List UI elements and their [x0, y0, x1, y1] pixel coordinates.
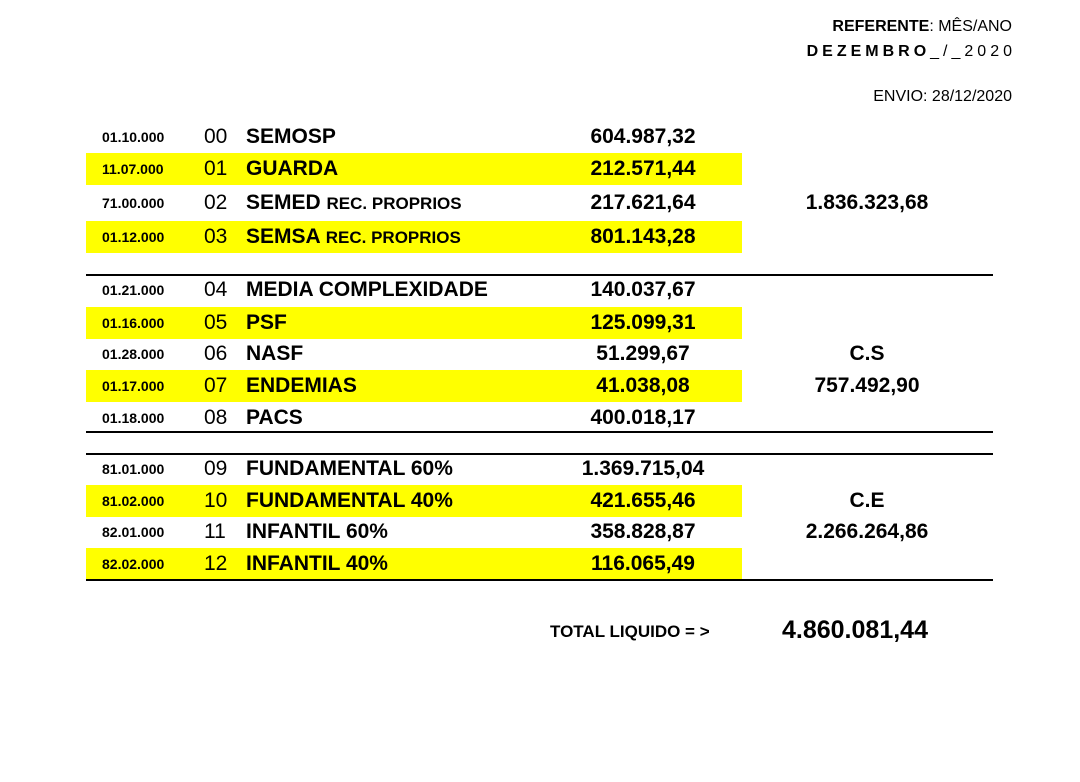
table-row [86, 402, 742, 434]
row-value: 41.038,08 [596, 374, 690, 397]
group-total: 757.492,90 [814, 374, 920, 397]
row-name [246, 402, 303, 434]
divider-line [86, 274, 993, 276]
row-code: 01.12.000 [102, 229, 165, 245]
table-row [86, 338, 742, 370]
row-value: 212.571,44 [590, 157, 696, 180]
row-name-text: ENDEMIAS [246, 374, 357, 397]
row-number: 07 [204, 374, 228, 397]
table-row [86, 187, 742, 219]
row-name-sub: REC. PROPRIOS [326, 194, 462, 213]
row-name-text: NASF [246, 342, 304, 365]
row-name [246, 274, 488, 306]
row-name [246, 153, 338, 185]
divider-line [86, 431, 993, 433]
row-code: 01.28.000 [102, 346, 165, 362]
row-number: 02 [204, 191, 228, 214]
table-row [86, 153, 742, 185]
row-name-text: FUNDAMENTAL 40% [246, 489, 453, 512]
row-code: 82.01.000 [102, 524, 165, 540]
row-number: 00 [204, 125, 228, 148]
row-name-text: GUARDA [246, 157, 339, 180]
row-name [246, 307, 287, 339]
header-envio: ENVIO: 28/12/2020 [873, 88, 1012, 105]
row-name [246, 221, 461, 253]
row-name [246, 548, 388, 580]
row-name [246, 485, 453, 517]
row-value: 421.655,46 [590, 489, 696, 512]
row-number: 12 [204, 552, 228, 575]
row-code: 81.01.000 [102, 461, 165, 477]
table-row [86, 485, 742, 517]
row-number: 10 [204, 489, 228, 512]
referente-label: REFERENTE [832, 18, 930, 35]
row-code: 01.18.000 [102, 410, 165, 426]
row-number: 11 [204, 520, 226, 543]
table-row [86, 548, 742, 580]
row-name [246, 121, 336, 153]
row-number: 06 [204, 342, 228, 365]
row-name-sub: REC. PROPRIOS [325, 228, 461, 247]
row-name-text: FUNDAMENTAL 60% [246, 457, 453, 480]
row-code: 01.21.000 [102, 282, 165, 298]
divider-line [86, 453, 993, 455]
group-label: C.E [849, 489, 885, 512]
group-total: 1.836.323,68 [805, 191, 929, 214]
row-value: 604.987,32 [590, 125, 696, 148]
row-number: 09 [204, 457, 228, 480]
group-total: 2.266.264,86 [805, 520, 929, 543]
row-name-text: SEMOSP [246, 125, 336, 148]
row-code: 01.16.000 [102, 315, 165, 331]
row-value: 140.037,67 [590, 278, 696, 301]
row-value: 116.065,49 [591, 552, 695, 575]
row-number: 08 [204, 406, 228, 429]
referente-rest: : MÊS/ANO [929, 18, 1012, 35]
row-number: 01 [204, 157, 228, 180]
table-row [86, 453, 742, 485]
row-name-text: SEMED [246, 191, 321, 214]
row-code: 01.10.000 [102, 129, 165, 145]
divider-line [86, 579, 993, 581]
mes-tail: _/_2020 [930, 43, 1016, 60]
row-number: 05 [204, 311, 228, 334]
row-name [246, 187, 462, 219]
table-row [86, 274, 742, 306]
table-row [86, 370, 742, 402]
row-name [246, 338, 303, 370]
row-code: 81.02.000 [102, 493, 165, 509]
table-row [86, 307, 742, 339]
row-name-text: INFANTIL 60% [246, 520, 388, 543]
row-value: 217.621,64 [590, 191, 696, 214]
total-value: 4.860.081,44 [782, 616, 928, 644]
row-name [246, 516, 388, 548]
total-label: TOTAL LIQUIDO = > [550, 622, 710, 641]
row-code: 71.00.000 [102, 195, 165, 211]
table-row [86, 516, 742, 548]
row-code: 11.07.000 [102, 161, 164, 177]
header-referente [832, 18, 1012, 36]
mes-name: DEZEMBRO [806, 43, 931, 60]
row-value: 1.369.715,04 [581, 457, 705, 480]
row-name [246, 370, 357, 402]
table-row [86, 121, 742, 153]
row-value: 125.099,31 [590, 311, 696, 334]
row-name-text: MEDIA COMPLEXIDADE [246, 278, 488, 301]
row-code: 82.02.000 [102, 556, 165, 572]
row-number: 03 [204, 225, 228, 248]
row-value: 400.018,17 [590, 406, 696, 429]
row-name-text: SEMSA [246, 225, 320, 248]
row-number: 04 [204, 278, 228, 301]
row-name [246, 453, 453, 485]
header-mes [807, 43, 1016, 61]
row-value: 358.828,87 [590, 520, 696, 543]
row-name-text: PSF [246, 311, 287, 334]
row-value: 51.299,67 [596, 342, 690, 365]
row-value: 801.143,28 [590, 225, 696, 248]
row-name-text: INFANTIL 40% [246, 552, 388, 575]
row-name-text: PACS [246, 406, 303, 429]
group-label: C.S [849, 342, 885, 365]
table-row [86, 221, 742, 253]
row-code: 01.17.000 [102, 378, 165, 394]
